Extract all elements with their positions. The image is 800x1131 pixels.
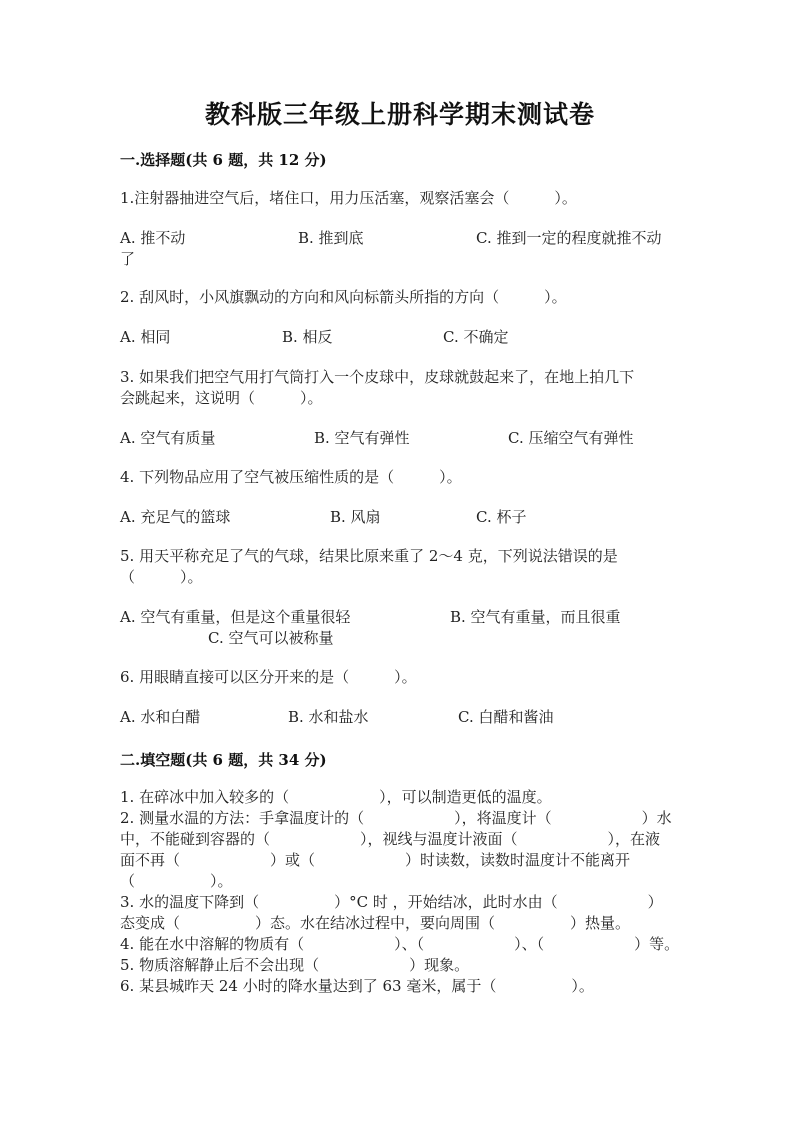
- question-2-option-a: A. 相同: [120, 328, 171, 346]
- question-5-option-b: B. 空气有重量，而且很重: [450, 608, 621, 626]
- question-5-text-line1: 5. 用天平称充足了气的气球，结果比原来重了 2～4 克，下列说法错误的是: [120, 547, 618, 565]
- question-1-text: 1.注射器抽进空气后，堵住口，用力压活塞，观察活塞会（ ）。: [120, 189, 577, 207]
- question-1-option-a: A. 推不动: [120, 229, 186, 247]
- question-4-option-c: C. 杯子: [476, 508, 527, 526]
- fill-blank-line-1: 1. 在碎冰中加入较多的（ ），可以制造更低的温度。: [120, 788, 552, 806]
- question-2-option-b: B. 相反: [282, 328, 333, 346]
- section-heading-fill-blank: 二.填空题(共 6 题，共 34 分): [120, 751, 327, 769]
- fill-blank-line-7: 态变成（ ）态。水在结冰过程中，要向周围（ ）热量。: [120, 914, 631, 932]
- question-6-option-c: C. 白醋和酱油: [458, 708, 554, 726]
- fill-blank-line-9: 5. 物质溶解静止后不会出现（ ）现象。: [120, 956, 470, 974]
- question-5-option-a: A. 空气有重量，但是这个重量很轻: [120, 608, 351, 626]
- question-4-option-b: B. 风扇: [330, 508, 381, 526]
- question-4-text: 4. 下列物品应用了空气被压缩性质的是（ ）。: [120, 468, 462, 486]
- question-3-option-a: A. 空气有质量: [120, 429, 216, 447]
- question-3-option-c: C. 压缩空气有弹性: [508, 429, 634, 447]
- question-5-text-line2: （ ）。: [120, 568, 203, 586]
- fill-blank-line-4: 面不再（ ）或（ ）时读数，读数时温度计不能离开: [120, 851, 631, 869]
- question-5-option-c: C. 空气可以被称量: [208, 629, 334, 647]
- question-1-option-overflow: 了: [120, 250, 136, 268]
- question-6-text: 6. 用眼睛直接可以区分开来的是（ ）。: [120, 668, 417, 686]
- question-4-option-a: A. 充足气的篮球: [120, 508, 231, 526]
- question-6-option-a: A. 水和白醋: [120, 708, 201, 726]
- fill-blank-line-6: 3. 水的温度下降到（ ）°C 时 ，开始结冰，此时水由（ ）: [120, 893, 663, 911]
- question-6-option-b: B. 水和盐水: [288, 708, 369, 726]
- question-1-option-c: C. 推到一定的程度就推不动: [476, 229, 662, 247]
- exam-title: 教科版三年级上册科学期末测试卷: [204, 100, 595, 129]
- question-3-text-line1: 3. 如果我们把空气用打气筒打入一个皮球中，皮球就鼓起来了，在地上拍几下: [120, 368, 635, 386]
- section-heading-choice: 一.选择题(共 6 题，共 12 分): [120, 151, 327, 169]
- fill-blank-line-3: 中，不能碰到容器的（ ），视线与温度计液面（ ），在液: [120, 830, 661, 848]
- question-3-option-b: B. 空气有弹性: [314, 429, 410, 447]
- question-1-option-b: B. 推到底: [298, 229, 364, 247]
- question-2-option-c: C. 不确定: [443, 328, 509, 346]
- fill-blank-line-8: 4. 能在水中溶解的物质有（ ）、（ ）、（ ）等。: [120, 935, 680, 953]
- question-2-text: 2. 刮风时，小风旗飘动的方向和风向标箭头所指的方向（ ）。: [120, 288, 567, 306]
- question-3-text-line2: 会跳起来，这说明（ ）。: [120, 389, 323, 407]
- fill-blank-line-2: 2. 测量水温的方法：手拿温度计的（ ），将温度计（ ）水: [120, 809, 672, 827]
- fill-blank-line-10: 6. 某县城昨天 24 小时的降水量达到了 63 毫米，属于（ ）。: [120, 977, 594, 995]
- fill-blank-line-5: （ ）。: [120, 872, 233, 890]
